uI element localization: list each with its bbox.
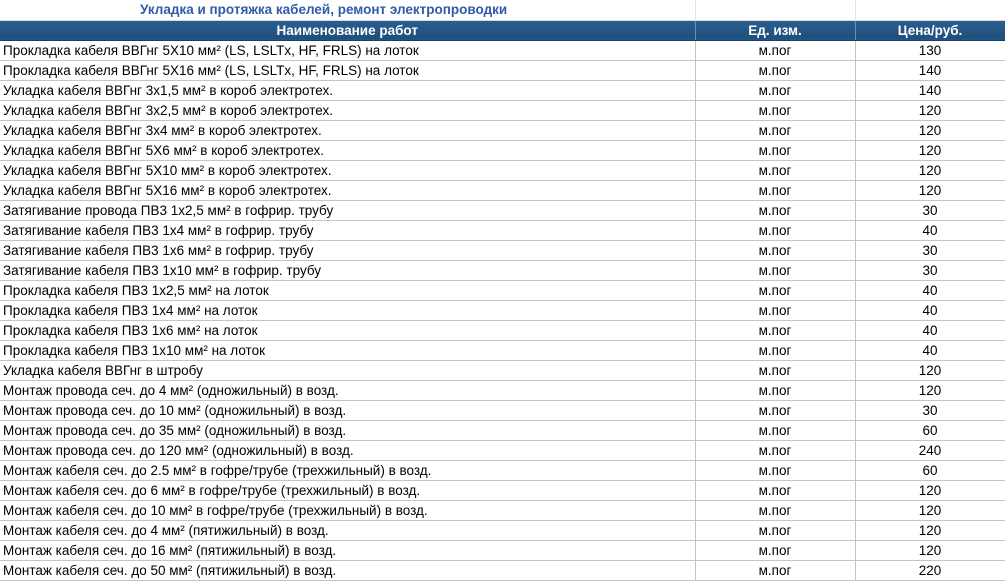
work-name-cell: Затягивание кабеля ПВ3 1х4 мм² в гофрир. трубу [0,220,695,240]
unit-cell: м.пог [695,120,855,140]
table-row [0,420,1005,440]
unit-cell: м.пог [695,380,855,400]
work-name-cell: Монтаж кабеля сеч. до 16 мм² (пятижильный) в возд. [0,540,695,560]
empty-cell [855,0,1005,20]
work-name-cell: Затягивание кабеля ПВ3 1х6 мм² в гофрир. трубу [0,240,695,260]
unit-cell: м.пог [695,60,855,80]
unit-cell: м.пог [695,340,855,360]
work-name-cell: Затягивание кабеля ПВ3 1х10 мм² в гофрир. трубу [0,260,695,280]
table-row [0,380,1005,400]
unit-cell: м.пог [695,320,855,340]
table-row [0,300,1005,320]
unit-cell: м.пог [695,180,855,200]
price-cell: 120 [855,180,1005,200]
work-name-cell: Монтаж провода сеч. до 4 мм² (одножильный) в возд. [0,380,695,400]
unit-cell: м.пог [695,560,855,580]
unit-cell: м.пог [695,160,855,180]
work-name-cell: Монтаж кабеля сеч. до 6 мм² в гофре/трубе (трехжильный) в возд. [0,480,695,500]
table-row [0,520,1005,540]
work-name-cell: Прокладка кабеля ПВ3 1х4 мм² на лоток [0,300,695,320]
work-name-cell: Укладка кабеля ВВГнг 3х4 мм² в короб электротех. [0,120,695,140]
header-unit: Ед. изм. [695,20,855,40]
price-cell: 120 [855,160,1005,180]
price-cell: 30 [855,240,1005,260]
price-cell: 120 [855,480,1005,500]
table-row [0,560,1005,580]
price-cell: 40 [855,340,1005,360]
price-cell: 120 [855,100,1005,120]
price-cell: 40 [855,320,1005,340]
price-cell: 120 [855,500,1005,520]
unit-cell: м.пог [695,440,855,460]
unit-cell: м.пог [695,480,855,500]
unit-cell: м.пог [695,80,855,100]
work-name-cell: Монтаж провода сеч. до 35 мм² (одножильный) в возд. [0,420,695,440]
price-cell: 60 [855,420,1005,440]
unit-cell: м.пог [695,200,855,220]
price-cell: 120 [855,120,1005,140]
table-row [0,260,1005,280]
work-name-cell: Укладка кабеля ВВГнг 3х2,5 мм² в короб электротех. [0,100,695,120]
work-name-cell: Укладка кабеля ВВГнг 5Х6 мм² в короб электротех. [0,140,695,160]
table-row [0,280,1005,300]
table-row [0,80,1005,100]
empty-cell [695,0,855,20]
work-name-cell: Прокладка кабеля ВВГнг 5Х10 мм² (LS, LSLTx, HF, FRLS) на лоток [0,40,695,60]
price-cell: 40 [855,220,1005,240]
price-cell: 120 [855,540,1005,560]
table-row [0,480,1005,500]
price-cell: 120 [855,360,1005,380]
work-name-cell: Укладка кабеля ВВГнг 5Х10 мм² в короб электротех. [0,160,695,180]
work-name-cell: Укладка кабеля ВВГнг 3х1,5 мм² в короб электротех. [0,80,695,100]
price-cell: 240 [855,440,1005,460]
work-name-cell: Прокладка кабеля ВВГнг 5Х16 мм² (LS, LSLTx, HF, FRLS) на лоток [0,60,695,80]
table-row [0,440,1005,460]
work-name-cell: Прокладка кабеля ПВ3 1х10 мм² на лоток [0,340,695,360]
unit-cell: м.пог [695,280,855,300]
work-name-cell: Монтаж кабеля сеч. до 10 мм² в гофре/трубе (трехжильный) в возд. [0,500,695,520]
table-row [0,140,1005,160]
work-name-cell: Затягивание провода ПВ3 1х2,5 мм² в гофрир. трубу [0,200,695,220]
price-cell: 30 [855,400,1005,420]
unit-cell: м.пог [695,500,855,520]
unit-cell: м.пог [695,220,855,240]
table-row [0,160,1005,180]
page-title: Укладка и протяжка кабелей, ремонт электропроводки [0,0,695,20]
unit-cell: м.пог [695,460,855,480]
unit-cell: м.пог [695,300,855,320]
table-row [0,40,1005,60]
unit-cell: м.пог [695,400,855,420]
table-row [0,540,1005,560]
unit-cell: м.пог [695,260,855,280]
header-price: Цена/руб. [855,20,1005,40]
price-cell: 120 [855,520,1005,540]
price-cell: 40 [855,280,1005,300]
price-cell: 140 [855,80,1005,100]
unit-cell: м.пог [695,360,855,380]
header-name: Наименование работ [0,20,695,40]
table-row [0,60,1005,80]
title-row [0,0,1005,20]
work-name-cell: Монтаж провода сеч. до 120 мм² (одножильный) в возд. [0,440,695,460]
table-row [0,500,1005,520]
table-row [0,220,1005,240]
work-name-cell: Укладка кабеля ВВГнг 5Х16 мм² в короб электротех. [0,180,695,200]
table-row [0,200,1005,220]
table-row [0,340,1005,360]
unit-cell: м.пог [695,540,855,560]
price-cell: 220 [855,560,1005,580]
price-cell: 40 [855,300,1005,320]
price-cell: 130 [855,40,1005,60]
price-cell: 120 [855,140,1005,160]
price-cell: 30 [855,200,1005,220]
price-cell: 120 [855,380,1005,400]
header-row [0,20,1005,40]
table-row [0,320,1005,340]
table-row [0,240,1005,260]
price-cell: 30 [855,260,1005,280]
work-name-cell: Укладка кабеля ВВГнг в штробу [0,360,695,380]
work-name-cell: Прокладка кабеля ПВ3 1х6 мм² на лоток [0,320,695,340]
table-row [0,360,1005,380]
unit-cell: м.пог [695,40,855,60]
unit-cell: м.пог [695,240,855,260]
unit-cell: м.пог [695,140,855,160]
work-name-cell: Прокладка кабеля ПВ3 1х2,5 мм² на лоток [0,280,695,300]
price-cell: 140 [855,60,1005,80]
table-row [0,180,1005,200]
table-row [0,400,1005,420]
price-cell: 60 [855,460,1005,480]
work-name-cell: Монтаж кабеля сеч. до 50 мм² (пятижильный) в возд. [0,560,695,580]
unit-cell: м.пог [695,420,855,440]
table-row [0,460,1005,480]
work-name-cell: Монтаж провода сеч. до 10 мм² (одножильный) в возд. [0,400,695,420]
unit-cell: м.пог [695,520,855,540]
table-row [0,100,1005,120]
table-row [0,120,1005,140]
unit-cell: м.пог [695,100,855,120]
work-name-cell: Монтаж кабеля сеч. до 4 мм² (пятижильный) в возд. [0,520,695,540]
work-name-cell: Монтаж кабеля сеч. до 2.5 мм² в гофре/трубе (трехжильный) в возд. [0,460,695,480]
